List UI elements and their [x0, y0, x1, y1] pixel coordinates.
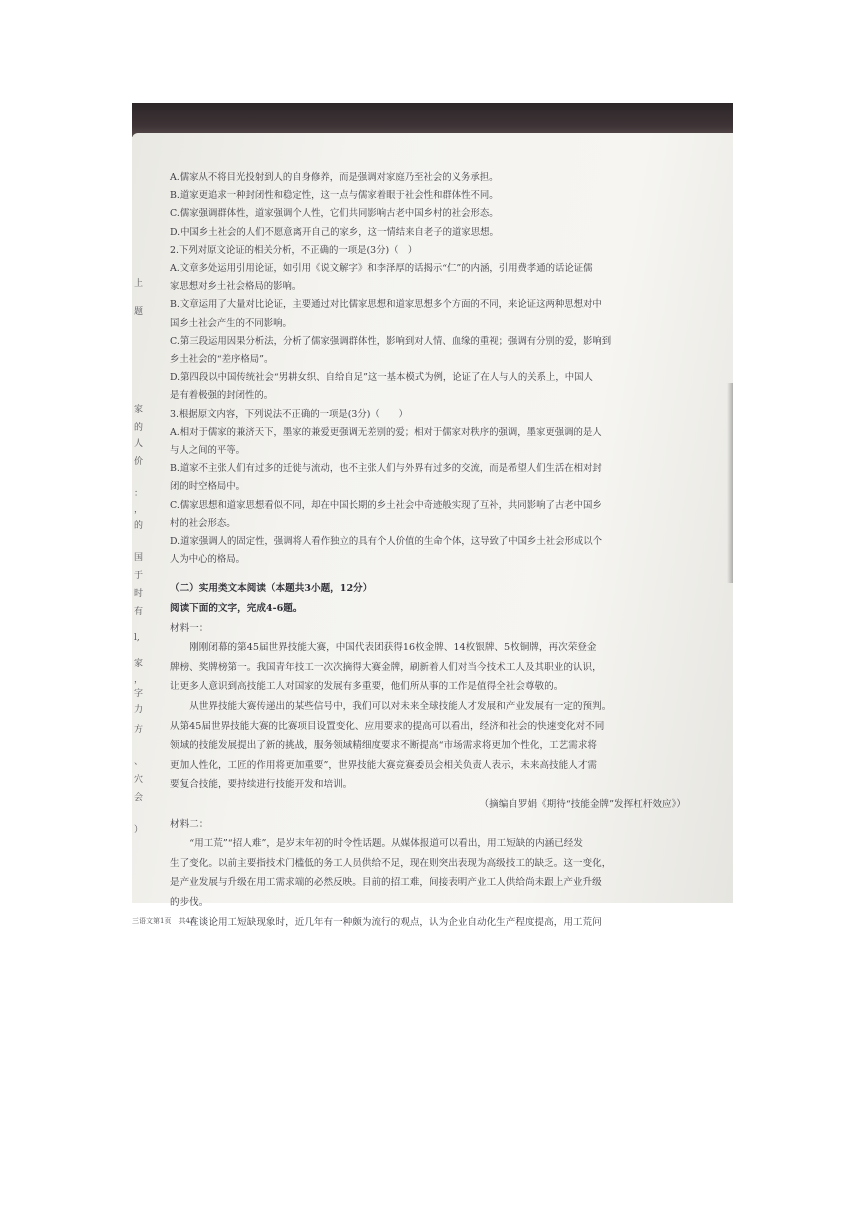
section-heading: （二）实用类文本阅读（本题共3小题，12分） [170, 583, 373, 595]
material-2-line: 是产业发展与升级在用工需求端的必然反映。目前的招工难，间接表明产业工人供给尚未跟上产业升级 [170, 877, 602, 889]
option-a-q3-cont: 与人之间的平等。 [170, 445, 246, 457]
option-b-q3: B.道家不主张人们有过多的迁徙与流动，也不主张人们与外界有过多的交流，而是希望人们生活在相对封 [170, 463, 602, 475]
material-1-line: 刚刚闭幕的第45届世界技能大赛，中国代表团获得16枚金牌、14枚银牌、5枚铜牌，再次荣登金 [189, 642, 597, 654]
margin-char: 的 [134, 521, 144, 531]
option-a-q2: A.文章多处运用引用论证，如引用《说文解字》和李泽厚的话揭示“仁”的内涵，引用费孝通的话论证儒 [170, 263, 593, 275]
material-1-line: 从世界技能大赛传递出的某些信号中，我们可以对未来全球技能人才发展和产业发展有一定的预判。 [189, 701, 612, 713]
option-b-q2-cont: 国乡土社会产生的不同影响。 [170, 317, 292, 329]
margin-char: 于 [134, 571, 144, 581]
section-gap [170, 569, 690, 579]
photo-background-top [132, 103, 733, 137]
option-d-q2-cont: 是有着极强的封闭性的。 [170, 390, 274, 402]
material-1-line: 更加人性化，工匠的作用将更加重要”，世界技能大赛竞赛委员会相关负责人表示，未来高技能人才需 [170, 759, 598, 771]
option-c-q3-cont: 村的社会形态。 [170, 517, 236, 529]
margin-char: ， [134, 675, 144, 685]
material-1-line: 从第45届世界技能大赛的比赛项目设置变化、应用要求的提高可以看出，经济和社会的快速变化对不同 [170, 720, 605, 732]
option-a-q1: A.儒家从不将目光投射到人的自身修养，而是强调对家庭乃至社会的义务承担。 [170, 172, 499, 183]
option-b-q3-cont: 闭的时空格局中。 [170, 481, 246, 493]
material-2-line: 的步伐。 [170, 896, 209, 908]
margin-char: 上 [134, 279, 144, 289]
section-instruction: 阅读下面的文字，完成4-6题。 [170, 603, 303, 615]
material-1-label: 材料一： [170, 622, 209, 634]
margin-char: 国 [134, 553, 144, 563]
margin-char: ， [134, 505, 144, 515]
option-b-q1: B.道家更追求一种封闭性和稳定性，这一点与儒家着眼于社会性和群体性不同。 [170, 190, 499, 202]
margin-char: 方 [134, 725, 144, 735]
margin-char: 、 [134, 757, 144, 767]
option-a-q2-cont: 家思想对乡土社会格局的影响。 [170, 281, 302, 293]
material-2-line: 在谈论用工短缺现象时，近几年有一种颇为流行的观点，认为企业自动化生产程度提高，用工荒问 [189, 916, 602, 928]
material-1-line: 要复合技能，要持续进行技能开发和培训。 [170, 779, 353, 791]
margin-char: 有 [134, 607, 144, 617]
option-a-q3: A.相对于儒家的兼济天下，墨家的兼爱更强调无差别的爱；相对于儒家对秩序的强调，墨家更强调的是人 [170, 426, 602, 438]
material-1-line: 领域的技能发展提出了新的挑战，服务领域精细度要求不断提高“市场需求将更加个性化，工艺需求将 [170, 740, 598, 752]
material-2-line: “用工荒”“招人难”，是岁末年初的时令性话题。从媒体报道可以看出，用工短缺的内涵已经发 [189, 838, 583, 850]
material-2-label: 材料二： [170, 818, 209, 830]
exam-text [170, 169, 690, 932]
option-d-q3-cont: 人为中心的格局。 [170, 554, 246, 566]
material-1-source: （摘编自罗娟《期待“技能金牌”发挥杠杆效应》） [479, 799, 686, 810]
option-d-q2: D.第四段以中国传统社会“男耕女织、自给自足”这一基本模式为例，论证了在人与人的关系上，中国人 [170, 372, 593, 384]
margin-char: 价 [134, 457, 144, 467]
margin-char: 家 [134, 659, 144, 669]
material-2-line: 生了变化。以前主要指技术门槛低的务工人员供给不足，现在则突出表现为高级技工的缺乏。这一变化， [170, 857, 612, 869]
margin-char: 人 [134, 439, 144, 449]
margin-char: 会 [134, 793, 144, 803]
left-margin-text [132, 133, 148, 933]
margin-char: 时 [134, 589, 144, 599]
paper-edge-shadow [727, 383, 733, 583]
document-photo [132, 103, 733, 928]
margin-char: l, [134, 633, 140, 643]
material-1-line: 牌榜、奖牌榜第一。我国青年技工一次次摘得大赛金牌，刷新着人们对当今技术工人及其职业的认识， [170, 661, 602, 673]
page-footer: 三语文第1页 共4页 [132, 917, 197, 925]
margin-char: 力 [134, 705, 144, 715]
margin-char: 的 [134, 423, 144, 433]
option-b-q2: B.文章运用了大量对比论证，主要通过对比儒家思想和道家思想多个方面的不同，来论证这两种思想对中 [170, 299, 602, 311]
option-d-q3: D.道家强调人的固定性，强调将人看作独立的具有个人价值的生命个体，这导致了中国乡土社会形成以个 [170, 536, 603, 548]
margin-char: ： [134, 489, 144, 499]
option-c-q2-cont: 乡土社会的“差序格局”。 [170, 354, 274, 366]
margin-char: 题 [134, 307, 144, 317]
material-1-line: 让更多人意识到高技能工人对国家的发展有多重要，他们所从事的工作是值得全社会尊敬的。 [170, 681, 564, 693]
margin-char: 穴 [134, 775, 144, 785]
option-d-q1: D.中国乡土社会的人们不愿意离开自己的家乡，这一情结来自老子的道家思想。 [170, 226, 499, 238]
question-2: 2.下列对原文论证的相关分析，不正确的一项是(3分)（ ） [170, 244, 418, 256]
option-c-q1: C.儒家强调群体性，道家强调个人性，它们共同影响古老中国乡村的社会形态。 [170, 208, 499, 220]
option-c-q3: C.儒家思想和道家思想看似不同，却在中国长期的乡土社会中奇迹般实现了互补，共同影响了古老中国乡 [170, 499, 602, 511]
margin-char: 字 [134, 689, 144, 699]
option-c-q2: C.第三段运用因果分析法，分析了儒家强调群体性，影响到对人情、血缘的重视；强调有分别的爱，影响到 [170, 335, 612, 347]
question-3: 3.根据原文内容，下列说法不正确的一项是(3分)（ ） [170, 408, 408, 420]
margin-char: 家 [134, 405, 144, 415]
section-2 [170, 579, 690, 932]
margin-char: ） [134, 825, 144, 835]
